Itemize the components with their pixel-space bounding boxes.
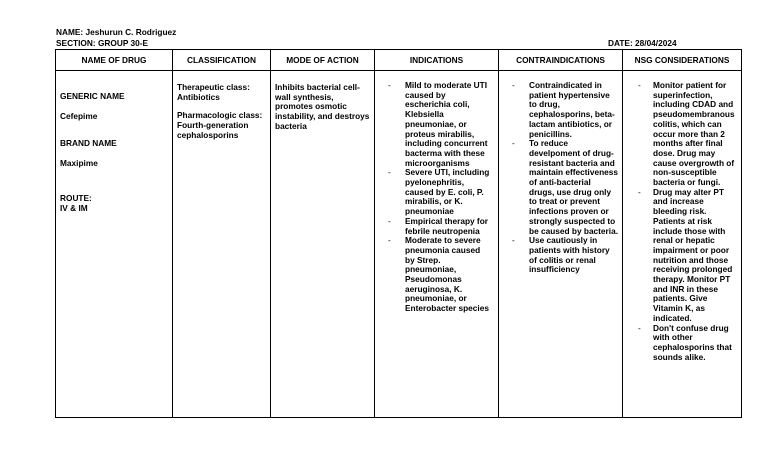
list-item: - Empirical therapy for febrile neutropenia <box>375 217 492 236</box>
nsg-considerations-list <box>623 81 737 362</box>
indications-list <box>375 81 492 314</box>
list-item: - Severe UTI, including pyelonephritis, caused by E. coli, P. mirabilis, or K. pneumoniae <box>375 168 492 217</box>
route-label: ROUTE: <box>60 192 92 203</box>
list-item: - Contraindicated in patient hypertensive to drug, cephalosporins, beta-lactam antibiotics, or penicillins. <box>499 81 618 139</box>
generic-name-label: GENERIC NAME <box>60 91 125 101</box>
contraindications-cell <box>499 71 623 418</box>
list-item: - Use cautiously in patients with history of colitis or renal insufficiency <box>499 236 618 275</box>
pharmacologic-class: Pharmacologic class: Fourth-generation cephalosporins <box>177 110 263 140</box>
nsg-considerations-cell <box>623 71 742 418</box>
col-header-mode-of-action: MODE OF ACTION <box>271 50 375 71</box>
brand-name-label: BRAND NAME <box>60 138 117 149</box>
student-name: NAME: Jeshurun C. Rodriguez <box>56 27 177 37</box>
col-header-indications: INDICATIONS <box>375 50 499 71</box>
table-header-row <box>56 50 742 71</box>
list-item: - Moderate to severe pneumonia caused by Strep. pneumoniae, Pseudomonas aeruginosa, K. pneumoniae, or Enterobacter species <box>375 236 492 314</box>
date-label: DATE: 28/04/2024 <box>608 38 677 48</box>
table-row <box>56 71 742 418</box>
col-header-classification: CLASSIFICATION <box>173 50 271 71</box>
mode-of-action-cell <box>271 71 375 418</box>
list-item: - Mild to moderate UTI caused by escherichia coli, Klebsiella pneumoniae, or proteus mirabilis, including concurrent bacterma with these microorganisms <box>375 81 492 168</box>
route-value: IV & IM <box>60 202 88 213</box>
drug-name-cell <box>56 71 173 418</box>
therapeutic-class: Therapeutic class: Antibiotics <box>177 82 250 102</box>
brand-name-value: Maxipime <box>60 158 98 169</box>
list-item: - Don't confuse drug with other cephalosporins that sounds alike. <box>623 324 737 363</box>
contraindications-list <box>499 81 618 275</box>
mode-of-action-text: Inhibits bacterial cell-wall synthesis, promotes osmotic instability, and destroys bacteria <box>275 82 370 131</box>
drug-study-table <box>55 49 742 418</box>
list-item: - To reduce develpoment of drug-resistant bacteria and maintain effectiveness of anti-bacterial drugs, use drug only to treat or prevent infections proven or strongly suspected to be caused by bacteria. <box>499 139 618 236</box>
list-item: - Monitor patient for superinfection, including CDAD and pseudomembranous colitis, which can occur more than 2 months after final dose. Drug may cause overgrowth of non-susceptible bacteria or fungi. <box>623 81 737 188</box>
list-item: - Drug may alter PT and increase bleeding risk. Patients at risk include those with renal or hepatic impairment or poor nutrition and those receiving prolonged therapy. Monitor PT and INR in these patients. Give Vitamin K, as indicated. <box>623 188 737 324</box>
col-header-contraindications: CONTRAINDICATIONS <box>499 50 623 71</box>
generic-name-value: Cefepime <box>60 110 98 121</box>
indications-cell <box>375 71 499 418</box>
classification-cell <box>173 71 271 418</box>
col-header-nsg-considerations: NSG CONSIDERATIONS <box>623 50 742 71</box>
section-label: SECTION: GROUP 30-E <box>56 38 149 48</box>
col-header-drug-name: NAME OF DRUG <box>56 50 173 71</box>
